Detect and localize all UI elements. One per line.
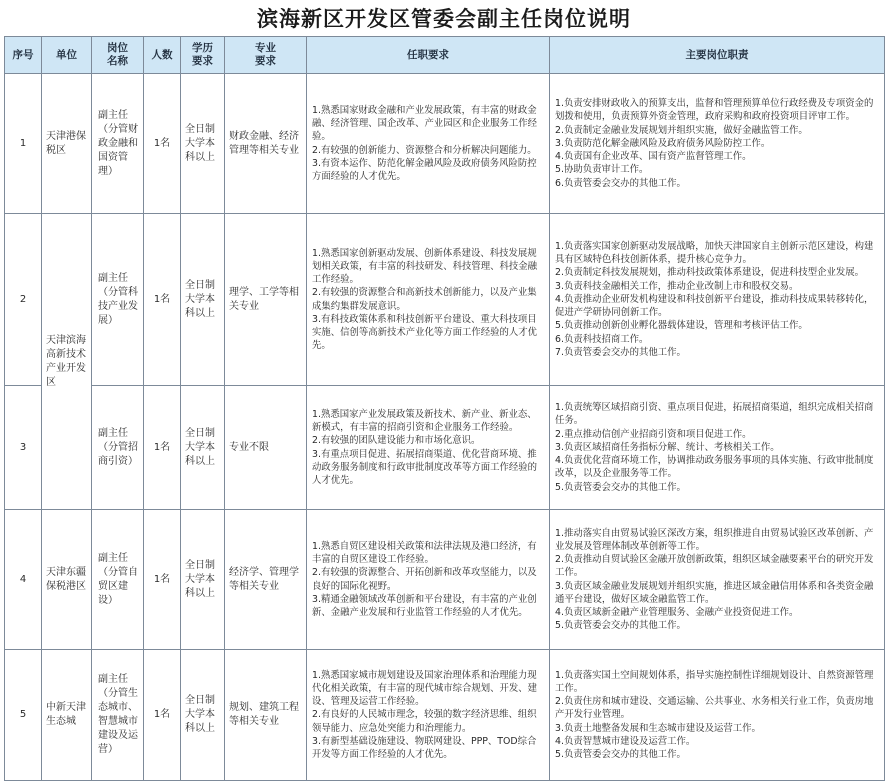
cell-major: 理学、工学等相关专业: [225, 214, 307, 386]
requirement-item: 1.熟悉国家创新驱动发展、创新体系建设、科技发展规划相关政策，有丰富的科技研发、科技管理、科技金融工作经验。: [312, 247, 538, 286]
duty-item: 6.负责管委会交办的其他工作。: [555, 177, 686, 189]
duty-item: 1.负责落实国土空间规划体系，指导实施控制性详细规划设计、自然资源管理工作。: [555, 669, 874, 694]
table-row: [5, 510, 885, 650]
requirement-item: 1.熟悉国家产业发展政策及新技术、新产业、新业态、新模式，有丰富的招商引资和企业服务工作经验。: [312, 408, 537, 434]
header-unit: 单位: [42, 37, 92, 74]
header-education: [181, 37, 225, 74]
unit-text: 中新天津生态城: [46, 702, 86, 727]
unit-text: 天津滨海高新技术产业开发区: [46, 334, 86, 388]
page-title: 滨海新区开发区管委会副主任岗位说明: [257, 6, 631, 31]
duty-item: 6.负责科技招商工作。: [555, 333, 649, 345]
header-education-line: 学历: [192, 42, 213, 54]
cell-unit: [42, 74, 92, 214]
header-major-line: 专业: [255, 42, 276, 54]
position-text: 副主任（分管招商引资）: [98, 427, 138, 467]
cell-requirements: [307, 510, 550, 650]
duty-item: 7.负责管委会交办的其他工作。: [555, 346, 686, 358]
cell-major: 经济学、管理学等相关专业: [225, 510, 307, 650]
requirement-item: 2.有较强的创新能力、资源整合和分析解决问题能力。: [312, 144, 537, 156]
cell-duties: [550, 74, 885, 214]
cell-duties: [550, 214, 885, 386]
duty-item: 2.负责制定金融业发展规划并组织实施，做好金融监管工作。: [555, 124, 808, 136]
duty-item: 1.负责落实国家创新驱动发展战略，加快天津国家自主创新示范区建设，构建具有区域特色科技创新体系，提升核心竞争力。: [555, 241, 874, 266]
requirement-item: 1.熟悉国家财政金融和产业发展政策，有丰富的财政金融、经济管理、国企改革、产业园区和企业服务工作经验。: [312, 104, 538, 143]
header-major-line: 要求: [255, 55, 276, 67]
cell-count: 1名: [144, 510, 181, 650]
table-row: [5, 74, 885, 214]
cell-requirements: [307, 386, 550, 510]
cell-seq: 3: [5, 386, 42, 510]
cell-seq: 1: [5, 74, 42, 214]
duty-item: 2.负责推动自贸试验区金融开放创新政策，组织区域金融要素平台的研究开发工作。: [555, 554, 874, 579]
table-row: [5, 386, 885, 510]
cell-count: 1名: [144, 650, 181, 781]
duty-item: 3.负责防范化解金融风险及政府债务风险防控工作。: [555, 137, 771, 149]
cell-requirements: [307, 650, 550, 781]
requirement-item: 3.有资本运作、防范化解金融风险及政府债务风险防控方面经验的人才优先。: [312, 157, 537, 182]
cell-position: [92, 214, 144, 386]
duty-item: 3.负责区域金融业发展规划并组织实施，推进区域金融信用体系和各类资金融通平台建设，做好区域金融监管工作。: [555, 580, 874, 605]
position-text: 副主任（分管生态城市、智慧城市建设及运营）: [98, 674, 138, 755]
cell-position: [92, 650, 144, 781]
requirement-item: 3.有重点项目促进、拓展招商渠道、优化营商环境、推动政务服务制度和行政审批制度改革等方面工作经验的人才优先。: [312, 448, 538, 486]
requirement-item: 2.有较强的团队建设能力和市场化意识。: [312, 435, 481, 447]
duty-item: 5.协助负责审计工作。: [555, 164, 649, 176]
requirement-item: 1.熟悉自贸区建设相关政策和法律法规及港口经济，有丰富的自贸区建设工作经验。: [312, 540, 537, 566]
header-requirements: 任职要求: [307, 37, 550, 74]
cell-duties: [550, 650, 885, 781]
header-education-line: 要求: [192, 55, 213, 67]
header-major: [225, 37, 307, 74]
cell-seq: 4: [5, 510, 42, 650]
header-seq: 序号: [5, 37, 42, 74]
duty-item: 3.负责区域招商任务指标分解、统计、考核相关工作。: [555, 441, 780, 453]
cell-education: 全日制大学本科以上: [181, 650, 225, 781]
cell-education: 全日制大学本科以上: [181, 510, 225, 650]
duty-item: 5.负责管委会交办的其他工作。: [555, 620, 686, 632]
requirement-item: 2.有良好的人民城市理念，较强的数字经济思维、组织领导能力、应急处突能力和治理能力。: [312, 709, 537, 734]
duty-item: 4.负责智慧城市建设及运营工作。: [555, 735, 696, 747]
requirement-item: 3.有新型基础设施建设、物联网建设、PPP、TOD综合开发等方面工作经验的人才优先。: [312, 735, 537, 760]
duty-item: 5.负责推动创新创业孵化器载体建设，管理和考核评估工作。: [555, 320, 808, 332]
duty-item: 5.负责管委会交办的其他工作。: [555, 481, 686, 493]
position-text: 副主任（分管科技产业发展）: [98, 272, 138, 326]
cell-requirements: [307, 74, 550, 214]
position-text: 副主任（分管财政金融和国资管理）: [98, 109, 138, 177]
cell-position: [92, 386, 144, 510]
cell-duties: [550, 386, 885, 510]
cell-education: 全日制大学本科以上: [181, 214, 225, 386]
duty-item: 2.重点推动信创产业招商引资和项目促进工作。: [555, 428, 752, 440]
cell-position: [92, 510, 144, 650]
cell-major: 规划、建筑工程等相关专业: [225, 650, 307, 781]
cell-seq: 5: [5, 650, 42, 781]
cell-unit: [42, 510, 92, 650]
duty-item: 1.负责统筹区域招商引资、重点项目促进，拓展招商渠道，组织完成相关招商任务。: [555, 402, 874, 427]
requirement-item: 2.有较强的资源整合、开拓创新和改革攻坚能力，以及良好的国际化视野。: [312, 567, 537, 592]
header-position-line: 岗位: [107, 42, 128, 54]
cell-position: [92, 74, 144, 214]
requirement-item: 1.熟悉国家城市规划建设及国家治理体系和治理能力现代化相关政策，有丰富的现代城市综合规划、开发、建设、管理及运营工作经验。: [312, 669, 538, 708]
duty-item: 3.负责科技金融相关工作，推动企业改制上市和股权交易。: [555, 280, 799, 292]
cell-education: 全日制大学本科以上: [181, 74, 225, 214]
unit-text: 天津东疆保税港区: [46, 566, 86, 592]
table-row: [5, 214, 885, 386]
requirement-item: 3.有科技政策体系和科技创新平台建设、重大科技项目实施、信创等高新技术产业化等方面工作经验的人才优先。: [312, 313, 538, 352]
duty-item: 1.推动落实自由贸易试验区深改方案，组织推进自由贸易试验区改革创新、产业发展及管理体制改革创新等工作。: [555, 527, 874, 552]
cell-duties: [550, 510, 885, 650]
unit-text: 天津港保税区: [46, 130, 86, 156]
cell-requirements: [307, 214, 550, 386]
cell-count: 1名: [144, 214, 181, 386]
duty-item: 4.负责优化营商环境工作，协调推动政务服务事项的具体实施、行政审批制度改革，以及企业服务等工作。: [555, 455, 874, 480]
cell-major: 专业不限: [225, 386, 307, 510]
header-duties: 主要岗位职责: [550, 37, 885, 74]
duty-item: 2.负责制定科技发展规划，推动科技政策体系建设，促进科技型企业发展。: [555, 267, 864, 279]
duty-item: 1.负责安排财政收入的预算支出，监督和管理预算单位行政经费及专项资金的划拨和使用，负责预算外资金管理，政府采购和政府投资项目评审工作。: [555, 98, 874, 123]
header-row: [5, 37, 885, 74]
duty-item: 5.负责管委会交办的其他工作。: [555, 749, 686, 760]
duty-item: 4.负责国有企业改革、国有资产监督管理工作。: [555, 151, 752, 163]
duty-item: 2.负责住房和城市建设、交通运输、公共事业、水务相关行业工作，负责房地产开发行业管理。: [555, 696, 874, 721]
position-table: [4, 36, 885, 781]
table-row: [5, 650, 885, 781]
cell-count: 1名: [144, 386, 181, 510]
requirement-item: 2.有较强的资源整合和高新技术创新能力，以及产业集成集约集群发展意识。: [312, 287, 537, 312]
cell-major: 财政金融、经济管理等相关专业: [225, 74, 307, 214]
duty-item: 4.负责区域新金融产业管理服务、金融产业投资促进工作。: [555, 606, 799, 618]
duty-item: 4.负责推动企业研发机构建设和科技创新平台建设，推动科技成果转移转化，促进产学研协同创新工作。: [555, 293, 874, 319]
header-position: [92, 37, 144, 74]
duty-item: 3.负责土地整备发展和生态城市建设及运营工作。: [555, 722, 761, 734]
cell-unit: [42, 214, 92, 510]
position-text: 副主任（分管自贸区建设）: [98, 552, 138, 606]
requirement-item: 3.精通金融领域改革创新和平台建设，有丰富的产业创新、金融产业发展和行业监管工作经验的人才优先。: [312, 593, 537, 618]
header-position-line: 名称: [107, 55, 128, 67]
cell-count: 1名: [144, 74, 181, 214]
cell-education: 全日制大学本科以上: [181, 386, 225, 510]
cell-seq: 2: [5, 214, 42, 386]
header-count: 人数: [144, 37, 181, 74]
cell-unit: [42, 650, 92, 781]
